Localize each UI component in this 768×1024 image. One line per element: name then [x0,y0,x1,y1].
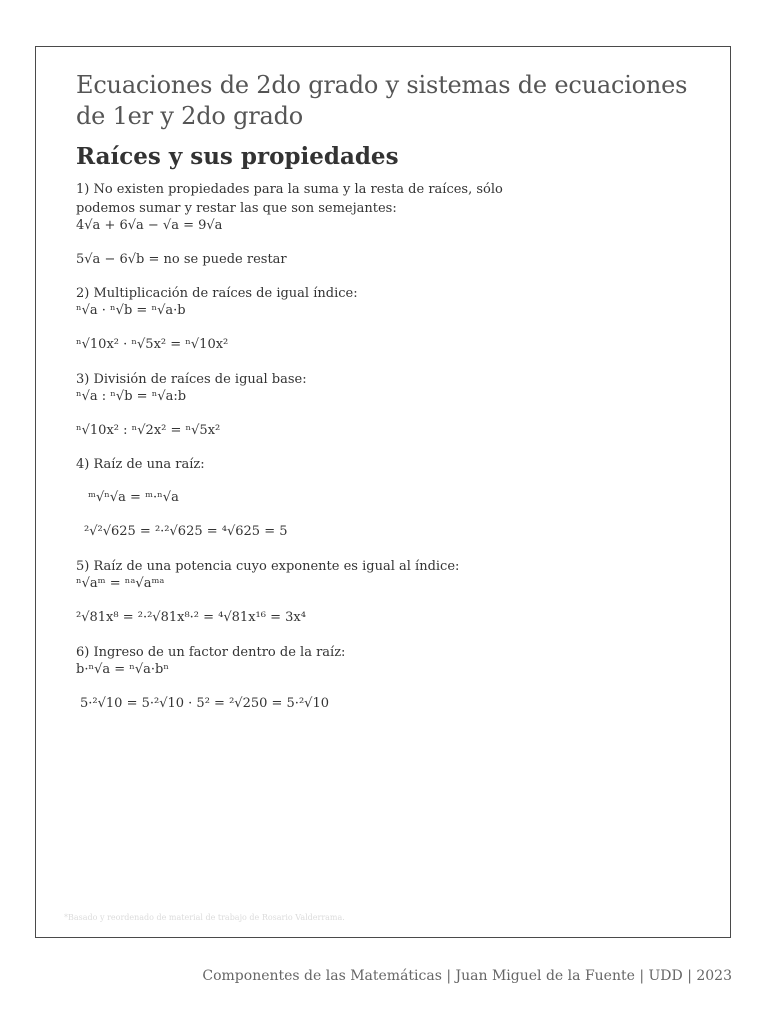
item-3-heading: 3) División de raíces de igual base: [76,372,307,387]
item-3-example-2: ⁿ√10x² : ⁿ√2x² = ⁿ√5x² [76,423,221,438]
item-5-example-1: ⁿ√aᵐ = ⁿᵃ√aᵐᵃ [76,576,165,591]
page-footer: Componentes de las Matemáticas | Juan Miguel de la Fuente | UDD | 2023 [202,968,732,984]
item-1-heading-line1: 1) No existen propiedades para la suma y la resta de raíces, sólo [76,182,503,197]
item-4-heading: 4) Raíz de una raíz: [76,457,205,472]
footnote: *Basado y reordenado de material de trabajo de Rosario Valderrama. [64,913,345,922]
item-6-example-2: 5·²√10 = 5·²√10 · 5² = ²√250 = 5·²√10 [80,696,329,711]
item-4-example-2: ²√²√625 = ²·²√625 = ⁴√625 = 5 [84,524,288,539]
item-6-example-1: b·ⁿ√a = ⁿ√a·bⁿ [76,662,170,677]
item-6-heading: 6) Ingreso de un factor dentro de la raíz: [76,645,346,660]
item-5-example-2: ²√81x⁸ = ²·²√81x⁸·² = ⁴√81x¹⁶ = 3x⁴ [76,610,306,625]
item-4-example-1: ᵐ√ⁿ√a = ᵐ·ⁿ√a [88,490,179,505]
item-3-example-1: ⁿ√a : ⁿ√b = ⁿ√a:b [76,389,187,404]
section-heading: Raíces y sus propiedades [76,143,399,170]
item-2-example-1: ⁿ√a · ⁿ√b = ⁿ√a·b [76,303,186,318]
item-2-heading: 2) Multiplicación de raíces de igual índice: [76,286,358,301]
item-2-example-2: ⁿ√10x² · ⁿ√5x² = ⁿ√10x² [76,337,229,352]
item-5-heading: 5) Raíz de una potencia cuyo exponente es igual al índice: [76,559,460,574]
item-1-example-2: 5√a − 6√b = no se puede restar [76,252,287,267]
document-title: Ecuaciones de 2do grado y sistemas de ecuaciones de 1er y 2do grado [76,71,688,130]
item-1-heading-line2: podemos sumar y restar las que son semejantes: [76,201,397,216]
item-1-example-1: 4√a + 6√a − √a = 9√a [76,218,223,233]
